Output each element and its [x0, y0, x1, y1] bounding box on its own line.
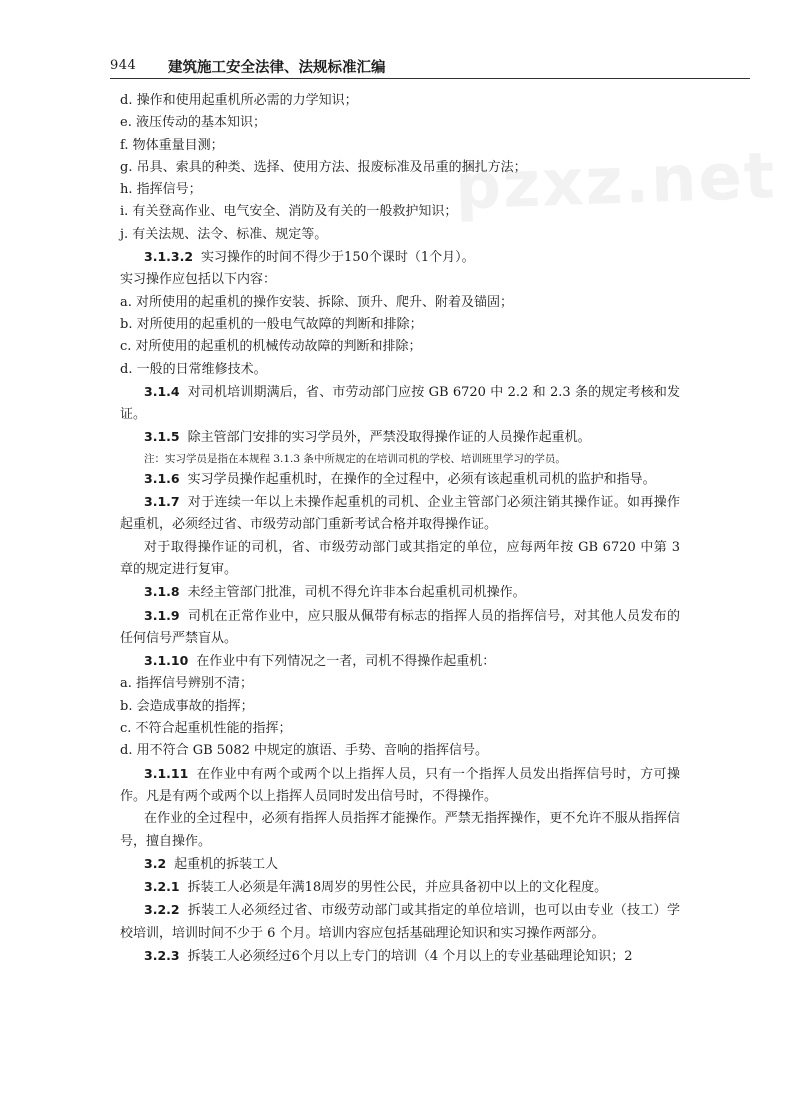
- clause-text: 起重机的拆装工人: [174, 856, 279, 872]
- clause-number: 3.1.4: [144, 383, 180, 399]
- clause-number: 3.1.8: [144, 584, 180, 600]
- list-item-text: 实习操作应包括以下内容：: [120, 272, 277, 288]
- clause-number: 3.1.10: [144, 653, 189, 669]
- clause-text: 在作业中有下列情况之一者，司机不得操作起重机：: [196, 654, 496, 670]
- clause-number: 3.1.6: [144, 470, 180, 486]
- clause: [120, 876, 680, 899]
- clause: [120, 945, 680, 968]
- note: [120, 450, 680, 468]
- list-item-text: b. 对所使用的起重机的一般电气故障的判断和排除；: [120, 316, 423, 332]
- list-item-text: h. 指挥信号；: [120, 182, 202, 198]
- clause: [120, 853, 680, 876]
- list-item-text: f. 物体重量目测；: [120, 137, 224, 153]
- clause-number: 3.2.1: [144, 879, 180, 895]
- list-item: [120, 201, 680, 223]
- list-item: [120, 292, 680, 314]
- paragraph: [120, 537, 680, 582]
- list-item: [120, 90, 680, 112]
- note-text: 注：实习学员是指在本规程 3.1.3 条中所规定的在培训司机的学校、培训班里学习的学员。: [144, 452, 566, 465]
- list-item: [120, 135, 680, 157]
- list-item: [120, 718, 680, 740]
- clause-text: 拆装工人必须是年满18周岁的男性公民，并应具备初中以上的文化程度。: [187, 880, 608, 896]
- clause: [120, 246, 680, 269]
- clause-text: 对于连续一年以上未操作起重机的司机、企业主管部门必须注销其操作证。如再操作起重机，必须经过省、市级劳动部门重新考试合格并取得操作证。: [120, 495, 680, 533]
- page-number: 944: [110, 58, 137, 73]
- clause: [120, 468, 680, 491]
- list-item-text: d. 操作和使用起重机所必需的力学知识；: [120, 93, 358, 108]
- list-item: [120, 359, 680, 381]
- list-item-text: d. 一般的日常维修技术。: [120, 361, 267, 377]
- clause: [120, 491, 680, 537]
- clause-number: 3.2.3: [144, 947, 180, 963]
- clause-text: 拆装工人必须经过6个月以上专门的培训（4 个月以上的专业基础理论知识；2: [187, 948, 633, 964]
- document-body: [120, 90, 680, 968]
- list-item-text: d. 用不符合 GB 5082 中规定的旗语、手势、音响的指挥信号。: [120, 743, 489, 759]
- list-item-text: j. 有关法规、法令、标准、规定等。: [120, 226, 328, 242]
- watermark: pzxz.net: [453, 139, 778, 225]
- list-item: [120, 179, 680, 201]
- clause: [120, 763, 680, 809]
- list-item: [120, 157, 680, 179]
- clause-number: 3.2: [144, 855, 167, 871]
- clause-text: 实习操作的时间不得少于150个课时（1个月）。: [201, 250, 475, 266]
- list-item-text: e. 液压传动的基本知识；: [120, 115, 266, 131]
- clause-text: 司机在正常作业中，应只服从佩带有标志的指挥人员的指挥信号，对其他人员发布的任何信号严禁盲从。: [120, 608, 680, 646]
- clause-number: 3.1.9: [144, 607, 180, 623]
- list-item-text: i. 有关登高作业、电气安全、消防及有关的一般救护知识；: [120, 204, 458, 220]
- clause-number: 3.1.11: [144, 765, 189, 781]
- list-item: [120, 696, 680, 718]
- clause: [120, 581, 680, 604]
- page-header: [110, 56, 750, 79]
- list-item-text: a. 对所使用的起重机的操作安装、拆除、顶升、爬升、附着及锚固；: [120, 294, 514, 310]
- clause-number: 3.1.7: [144, 494, 180, 510]
- list-item: [120, 314, 680, 336]
- clause-text: 对司机培训期满后，省、市劳动部门应按 GB 6720 中 2.2 和 2.3 条的规定考核和发证。: [120, 384, 680, 423]
- clause-text: 拆装工人必须经过省、市级劳动部门或其指定的单位培训，也可以由专业（技工）学校培训，培训时间不少于 6 个月。培训内容应包括基础理论知识和实习操作两部分。: [120, 903, 680, 941]
- paragraph: [120, 808, 680, 853]
- list-item-text: c. 不符合起重机性能的指挥；: [120, 721, 292, 737]
- list-item-text: c. 对所使用的起重机的机械传动故障的判断和排除；: [120, 339, 422, 355]
- clause-number: 3.1.5: [144, 429, 180, 445]
- clause-number: 3.2.2: [144, 902, 180, 918]
- clause: [120, 426, 680, 449]
- clause: [120, 605, 680, 651]
- list-item: [120, 740, 680, 762]
- clause-text: 未经主管部门批准，司机不得允许非本台起重机司机操作。: [187, 585, 526, 601]
- running-title: 建筑施工安全法律、法规标准汇编: [168, 60, 386, 76]
- clause-number: 3.1.3.2: [144, 249, 194, 265]
- list-item: [120, 112, 680, 134]
- list-item-text: g. 吊具、索具的种类、选择、使用方法、报废标准及吊重的捆扎方法；: [120, 159, 527, 175]
- clause-text: 在作业中有两个或两个以上指挥人员，只有一个指挥人员发出指挥信号时，方可操作。凡是有两个或两个以上指挥人员同时发出信号时，不得操作。: [120, 766, 680, 804]
- paragraph-text: 对于取得操作证的司机，省、市级劳动部门或其指定的单位，应每两年按 GB 6720 中第 3 章的规定进行复审。: [120, 539, 680, 577]
- clause-text: 实习学员操作起重机时，在操作的全过程中，必须有该起重机司机的监护和指导。: [187, 471, 656, 487]
- clause: [120, 899, 680, 945]
- list-item: [120, 269, 680, 291]
- list-item: [120, 673, 680, 695]
- clause: [120, 650, 680, 673]
- clause: [120, 381, 680, 427]
- clause-text: 除主管部门安排的实习学员外，严禁没取得操作证的人员操作起重机。: [187, 430, 591, 446]
- list-item: [120, 336, 680, 358]
- paragraph-text: 在作业的全过程中，必须有指挥人员指挥才能操作。严禁无指挥操作，更不允许不服从指挥信号，擅自操作。: [120, 811, 680, 849]
- list-item-text: b. 会造成事故的指挥；: [120, 698, 254, 714]
- list-item: [120, 224, 680, 246]
- list-item-text: a. 指挥信号辨别不清；: [120, 676, 254, 692]
